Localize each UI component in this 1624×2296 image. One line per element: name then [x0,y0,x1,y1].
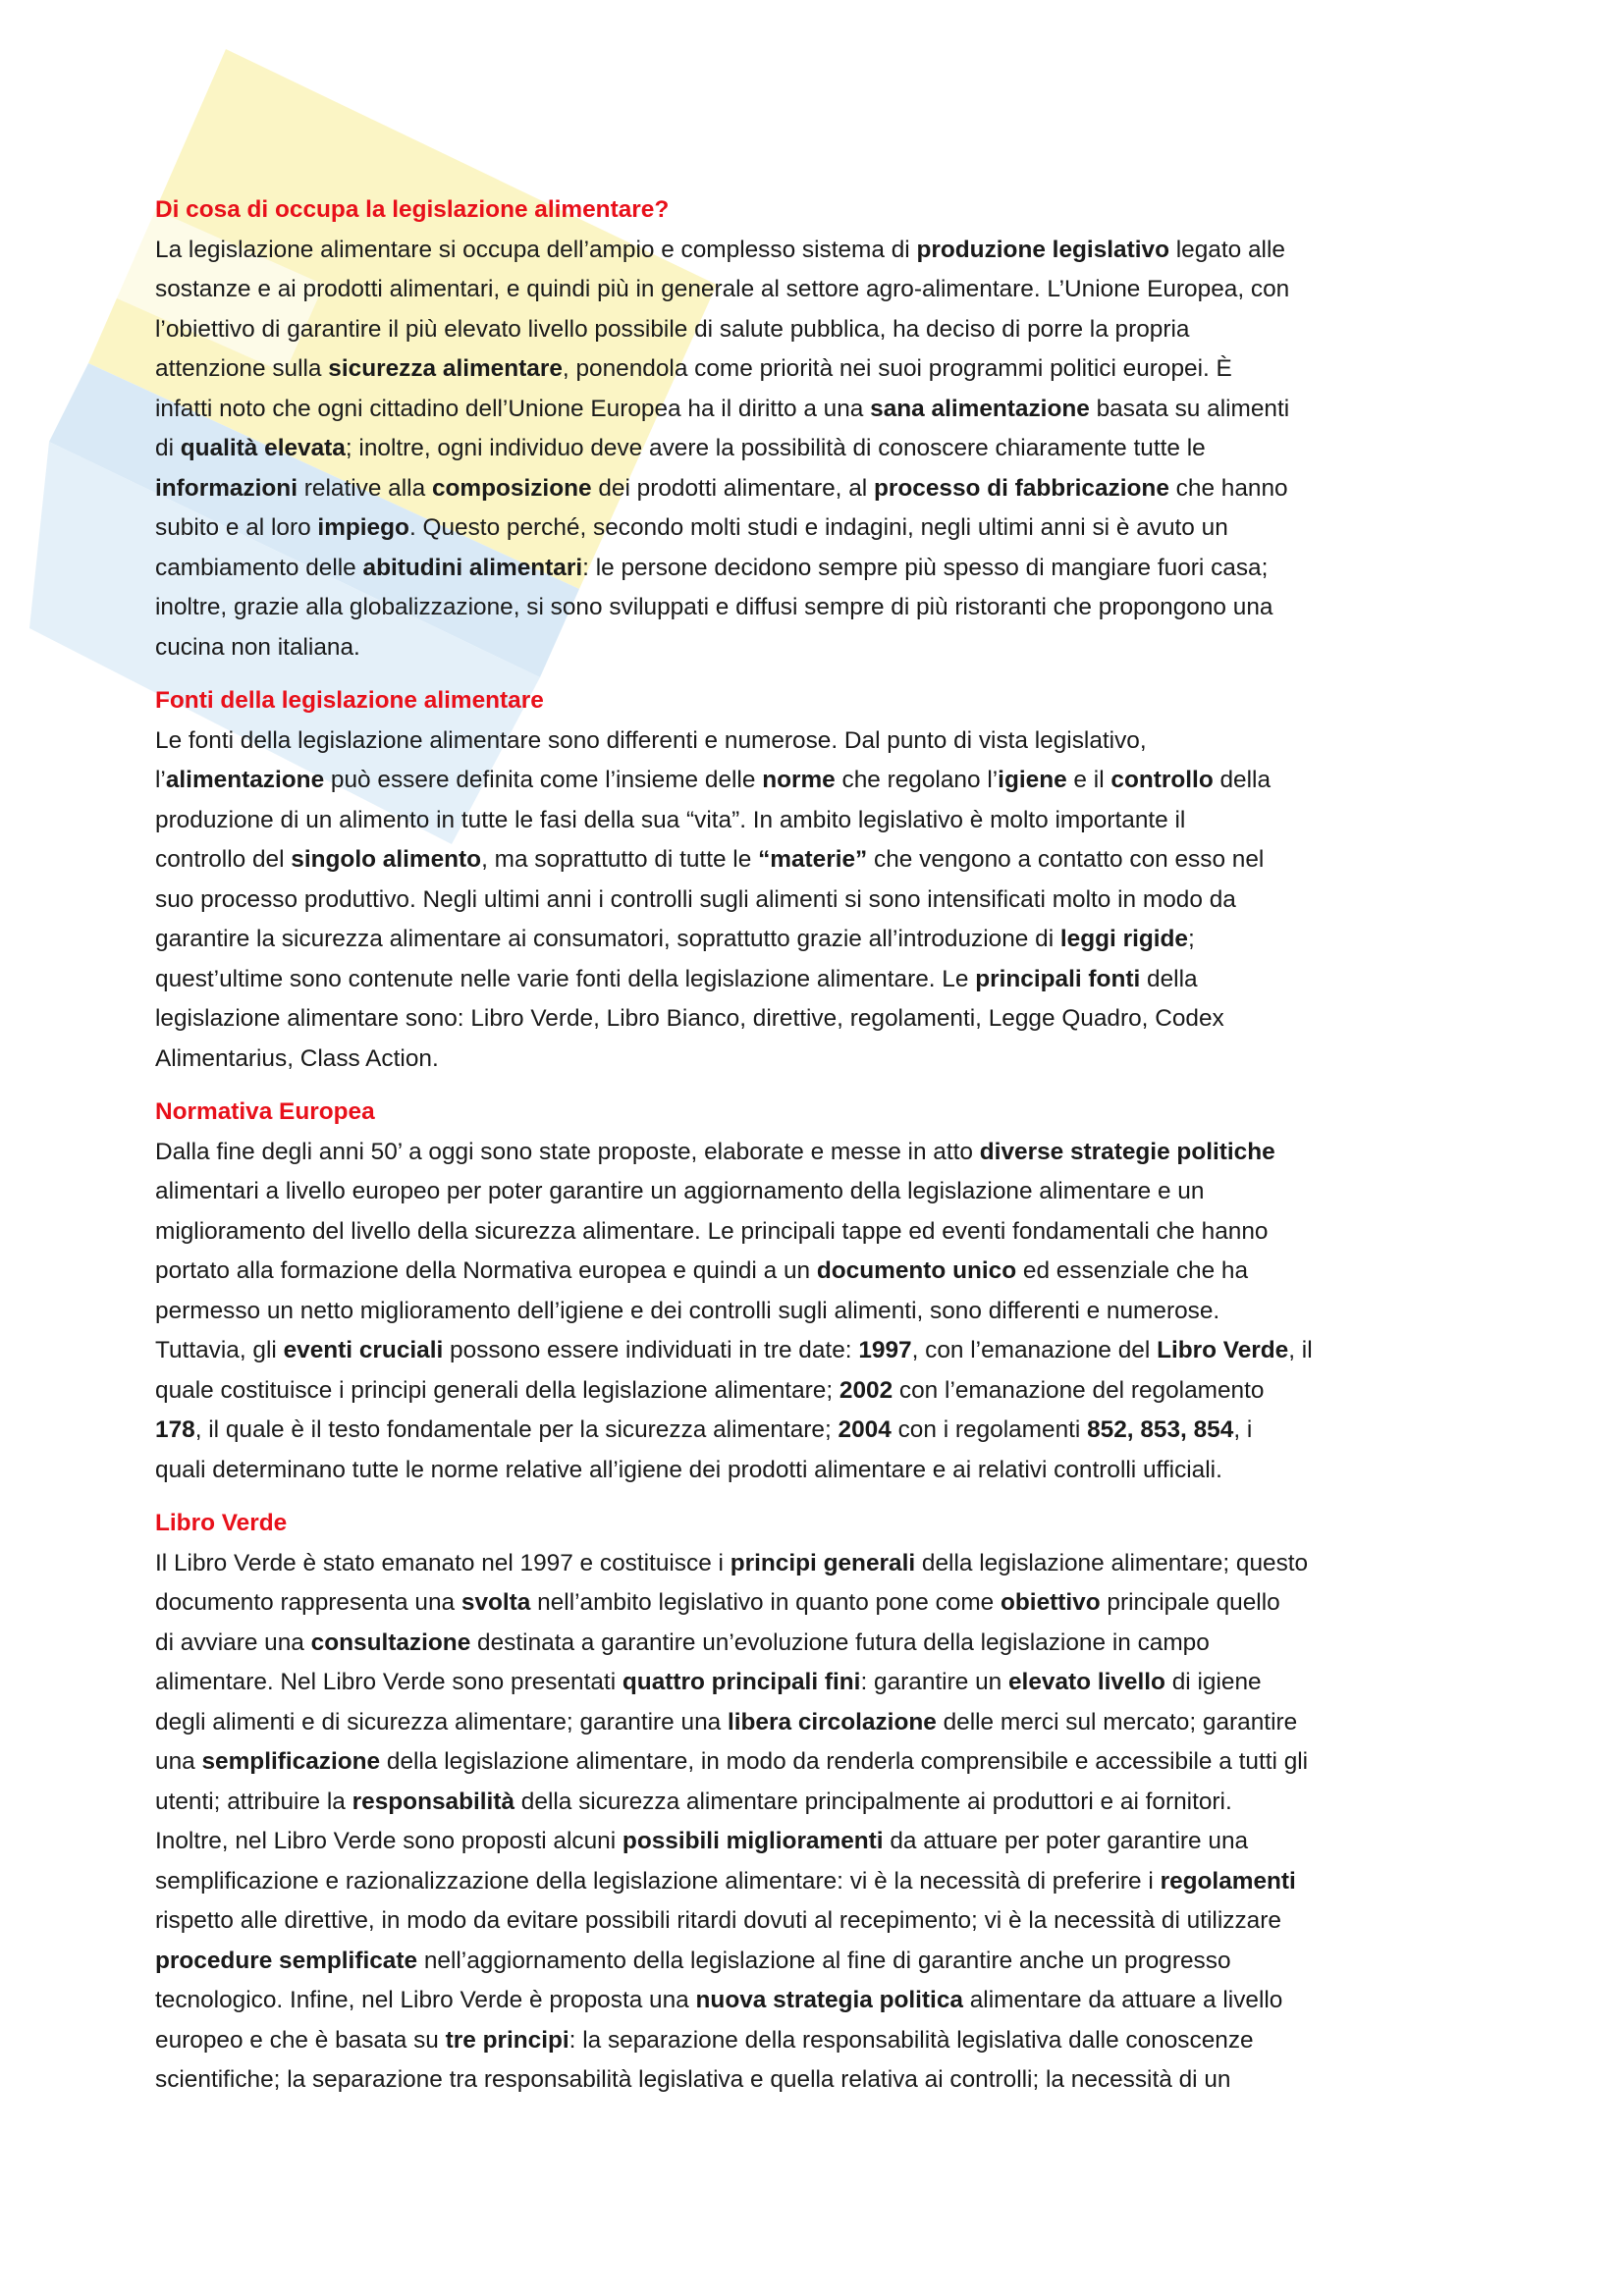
text-line [155,1663,1487,1703]
text-run: relative alla [298,474,432,502]
text-line [155,1331,1487,1371]
bold-term: diverse strategie politiche [979,1138,1275,1165]
text-run: produzione di un alimento in tutte le fasi della sua “vita”. In ambito legislativo è molto importante il [155,806,1186,833]
text-run: Le fonti della legislazione alimentare sono differenti e numerose. Dal punto di vista legislativo, [155,726,1147,754]
text-run: documento rappresenta una [155,1589,461,1616]
text-run: , ponendola come priorità nei suoi programmi politici europei. È [562,355,1232,382]
bold-term: principi generali [730,1549,916,1576]
text-run: che regolano l’ [835,767,999,793]
section-paragraph [155,1544,1487,2101]
text-run: , i [1233,1416,1253,1443]
text-line [155,549,1487,589]
bold-term: norme [762,767,836,793]
text-line [155,1133,1487,1173]
text-run: Dalla fine degli anni 50’ a oggi sono state proposte, elaborate e messe in atto [155,1138,980,1165]
section-paragraph [155,1133,1487,1491]
bold-term: responsabilità [352,1788,515,1815]
text-line [155,1451,1487,1491]
text-line [155,1212,1487,1253]
text-run: una [155,1748,202,1775]
section-paragraph [155,231,1487,668]
text-run: attenzione sulla [155,355,329,382]
text-line [155,469,1487,509]
text-run: con i regolamenti [891,1416,1088,1443]
text-run: ; inoltre, ogni individuo deve avere la possibilità di conoscere chiaramente tutte le [345,435,1206,461]
text-run: , ma soprattutto di tutte le [481,846,759,873]
text-line [155,588,1487,628]
text-run: alimentari a livello europeo per poter garantire un aggiornamento della legislazione alimentare e un [155,1178,1205,1204]
bold-term: igiene [998,767,1067,793]
bold-term: quattro principali fini [622,1669,861,1695]
text-run: quest’ultime sono contenute nelle varie fonti della legislazione alimentare. Le [155,965,976,992]
text-line [155,960,1487,1000]
bold-term: eventi cruciali [283,1337,444,1363]
bold-term: documento unico [816,1257,1017,1284]
text-run: . Questo perché, secondo molti studi e indagini, negli ultimi anni si è avuto un [408,514,1228,541]
text-line [155,1981,1487,2021]
text-run: destinata a garantire un’evoluzione futura della legislazione in campo [470,1629,1210,1656]
text-run: della [1213,767,1272,793]
text-line [155,1292,1487,1332]
bold-term: regolamenti [1160,1867,1296,1895]
text-run: cambiamento delle [155,554,363,581]
bold-term: obiettivo [1001,1589,1101,1616]
text-line [155,1624,1487,1664]
text-run: Alimentarius, Class Action. [155,1044,439,1072]
text-run: rispetto alle direttive, in modo da evitare possibili ritardi dovuti al recepimento; vi è la necessità di utilizzare [155,1907,1281,1934]
text-line [155,801,1487,841]
bold-term: tre principi [445,2026,569,2054]
text-run: alimentare. Nel Libro Verde sono presentati [155,1669,623,1695]
text-line [155,429,1487,469]
text-run: , con l’emanazione del [911,1337,1158,1363]
text-line [155,628,1487,668]
text-line [155,1371,1487,1412]
bold-term: processo di fabbricazione [874,474,1169,502]
text-run: legato alle [1168,236,1285,263]
text-run: quale costituisce i principi generali della legislazione alimentare; [155,1376,839,1404]
text-run: alimentare da attuare a livello [962,1987,1283,2013]
text-run: possono essere individuati in tre date: [443,1337,859,1363]
text-run: di igiene [1164,1669,1262,1695]
bold-term: sana alimentazione [870,395,1090,422]
text-run: delle merci sul mercato; garantire [936,1708,1298,1735]
text-run: ; [1188,926,1195,952]
bold-term: impiego [317,514,409,541]
bold-term: leggi rigide [1059,926,1188,952]
text-line [155,2021,1487,2061]
bold-term: 1997 [858,1337,912,1363]
text-run: europeo e che è basata su [155,2026,446,2054]
text-line [155,270,1487,310]
text-run: ed essenziale che ha [1016,1257,1249,1284]
section [155,681,1487,1079]
text-run: garantire la sicurezza alimentare ai consumatori, soprattutto grazie all’introduzione di [155,926,1060,952]
bold-term: semplificazione [201,1748,381,1775]
document-body [155,190,1487,2114]
text-line [155,1942,1487,1982]
text-line [155,1411,1487,1451]
text-run: : la separazione della responsabilità legislativa dalle conoscenze [568,2026,1254,2054]
text-run: principale quello [1100,1589,1280,1616]
bold-term: elevato livello [1007,1669,1165,1695]
text-run: basata su alimenti [1089,395,1290,422]
text-run: nell’ambito legislativo in quanto pone come [530,1589,1001,1616]
text-line [155,1703,1487,1743]
text-run: suo processo produttivo. Negli ultimi anni i controlli sugli alimenti si sono intensificati molto in modo da [155,885,1236,913]
text-line [155,390,1487,430]
text-run: quali determinano tutte le norme relative all’igiene dei prodotti alimentare e ai relativi controlli ufficiali. [155,1456,1222,1483]
text-run: di avviare una [155,1629,311,1656]
text-run: infatti noto che ogni cittadino dell’Unione Europea ha il diritto a una [155,395,871,422]
text-run: Tuttavia, gli [155,1337,284,1363]
section [155,190,1487,667]
text-run: della legislazione alimentare, in modo da renderla comprensibile e accessibile a tutti gli [380,1748,1309,1775]
bold-term: controllo [1110,767,1214,793]
text-run: : garantire un [860,1669,1008,1695]
text-line [155,761,1487,801]
text-run: : le persone decidono sempre più spesso di mangiare fuori casa; [582,554,1269,581]
text-run: degli alimenti e di sicurezza alimentare; garantire una [155,1708,728,1735]
text-run: Inoltre, nel Libro Verde sono proposti alcuni [155,1828,623,1854]
text-run: e il [1066,767,1111,793]
bold-term: possibili miglioramenti [622,1828,884,1854]
text-run: , il [1288,1337,1313,1363]
text-line [155,1040,1487,1080]
text-line [155,840,1487,881]
text-line [155,1862,1487,1902]
text-run: inoltre, grazie alla globalizzazione, si sono sviluppati e diffusi sempre di più ristoranti che propongono una [155,594,1273,620]
bold-term: svolta [460,1589,531,1616]
text-run: , il quale è il testo fondamentale per la sicurezza alimentare; [194,1416,839,1443]
text-run: della [1140,965,1198,992]
bold-term: 2002 [839,1376,893,1404]
text-run: scientifiche; la separazione tra responsabilità legislativa e quella relativa ai controlli; la necessità di un [155,2066,1231,2093]
bold-term: “materie” [758,846,868,873]
text-line [155,1742,1487,1783]
text-run: della sicurezza alimentare principalmente ai produttori e ai fornitori. [514,1788,1232,1815]
section [155,1504,1487,2101]
bold-term: alimentazione [165,767,325,793]
text-line [155,349,1487,390]
text-run: dei prodotti alimentare, al [591,474,874,502]
bold-term: informazioni [155,474,298,502]
text-run: legislazione alimentare sono: Libro Verde, Libro Bianco, direttive, regolamenti, Legge Quadro, Codex [155,1005,1224,1032]
text-run: con l’emanazione del regolamento [893,1376,1265,1404]
text-line [155,999,1487,1040]
text-run: controllo del [155,846,292,873]
text-run: utenti; attribuire la [155,1788,352,1815]
text-run: che vengono a contatto con esso nel [867,846,1265,873]
section-title: Fonti della legislazione alimentare [155,687,544,714]
bold-term: qualità elevata [180,435,346,461]
section-title: Libro Verde [155,1510,288,1536]
text-line [155,231,1487,271]
text-line [155,920,1487,960]
text-run: Il Libro Verde è stato emanato nel 1997 e costituisce i [155,1549,731,1576]
text-line [155,1544,1487,1584]
text-run: sostanze e ai prodotti alimentari, e quindi più in generale al settore agro-alimentare. L’Unione Europea, con [155,276,1290,302]
bold-term: composizione [431,474,592,502]
text-line [155,1252,1487,1292]
bold-term: consultazione [310,1629,471,1656]
text-line [155,310,1487,350]
text-run: che hanno [1168,474,1288,502]
text-run: permesso un netto miglioramento dell’igiene e dei controlli sugli alimenti, sono differenti e numerose. [155,1297,1220,1324]
text-line [155,1583,1487,1624]
text-run: subito e al loro [155,514,318,541]
text-line [155,1783,1487,1823]
bold-term: 178 [155,1416,195,1443]
text-run: da attuare per poter garantire una [883,1828,1249,1854]
text-run: della legislazione alimentare; questo [915,1549,1309,1576]
text-line [155,508,1487,549]
bold-term: procedure semplificate [155,1947,418,1974]
bold-term: Libro Verde [1157,1337,1289,1363]
text-run: tecnologico. Infine, nel Libro Verde è proposta una [155,1987,696,2013]
bold-term: produzione legislativo [916,236,1169,263]
text-line [155,1822,1487,1862]
bold-term: libera circolazione [727,1708,937,1735]
text-run: La legislazione alimentare si occupa dell’ampio e complesso sistema di [155,236,917,263]
bold-term: 852, 853, 854 [1087,1416,1234,1443]
section-paragraph [155,721,1487,1080]
text-line [155,1172,1487,1212]
text-run: nell’aggiornamento della legislazione al fine di garantire anche un progresso [417,1947,1231,1974]
bold-term: principali fonti [975,965,1141,992]
text-line [155,881,1487,921]
bold-term: abitudini alimentari [362,554,583,581]
text-run: semplificazione e razionalizzazione della legislazione alimentare: vi è la necessità di preferire i [155,1867,1161,1895]
text-run: miglioramento del livello della sicurezza alimentare. Le principali tappe ed eventi fondamentali che hanno [155,1217,1269,1245]
text-line [155,2060,1487,2101]
text-run: l’obiettivo di garantire il più elevato livello possibile di salute pubblica, ha deciso di porre la propria [155,315,1190,343]
section [155,1093,1487,1490]
text-run: cucina non italiana. [155,633,360,661]
section-title: Di cosa di occupa la legislazione alimentare? [155,196,670,223]
bold-term: sicurezza alimentare [328,355,563,382]
bold-term: 2004 [838,1416,892,1443]
text-line [155,721,1487,762]
text-run: può essere definita come l’insieme delle [324,767,763,793]
section-title: Normativa Europea [155,1098,375,1125]
text-run: di [155,435,181,461]
text-run: l’ [155,767,166,793]
bold-term: nuova strategia politica [695,1987,963,2013]
text-line [155,1901,1487,1942]
text-run: portato alla formazione della Normativa europea e quindi a un [155,1257,817,1284]
bold-term: singolo alimento [291,846,482,873]
